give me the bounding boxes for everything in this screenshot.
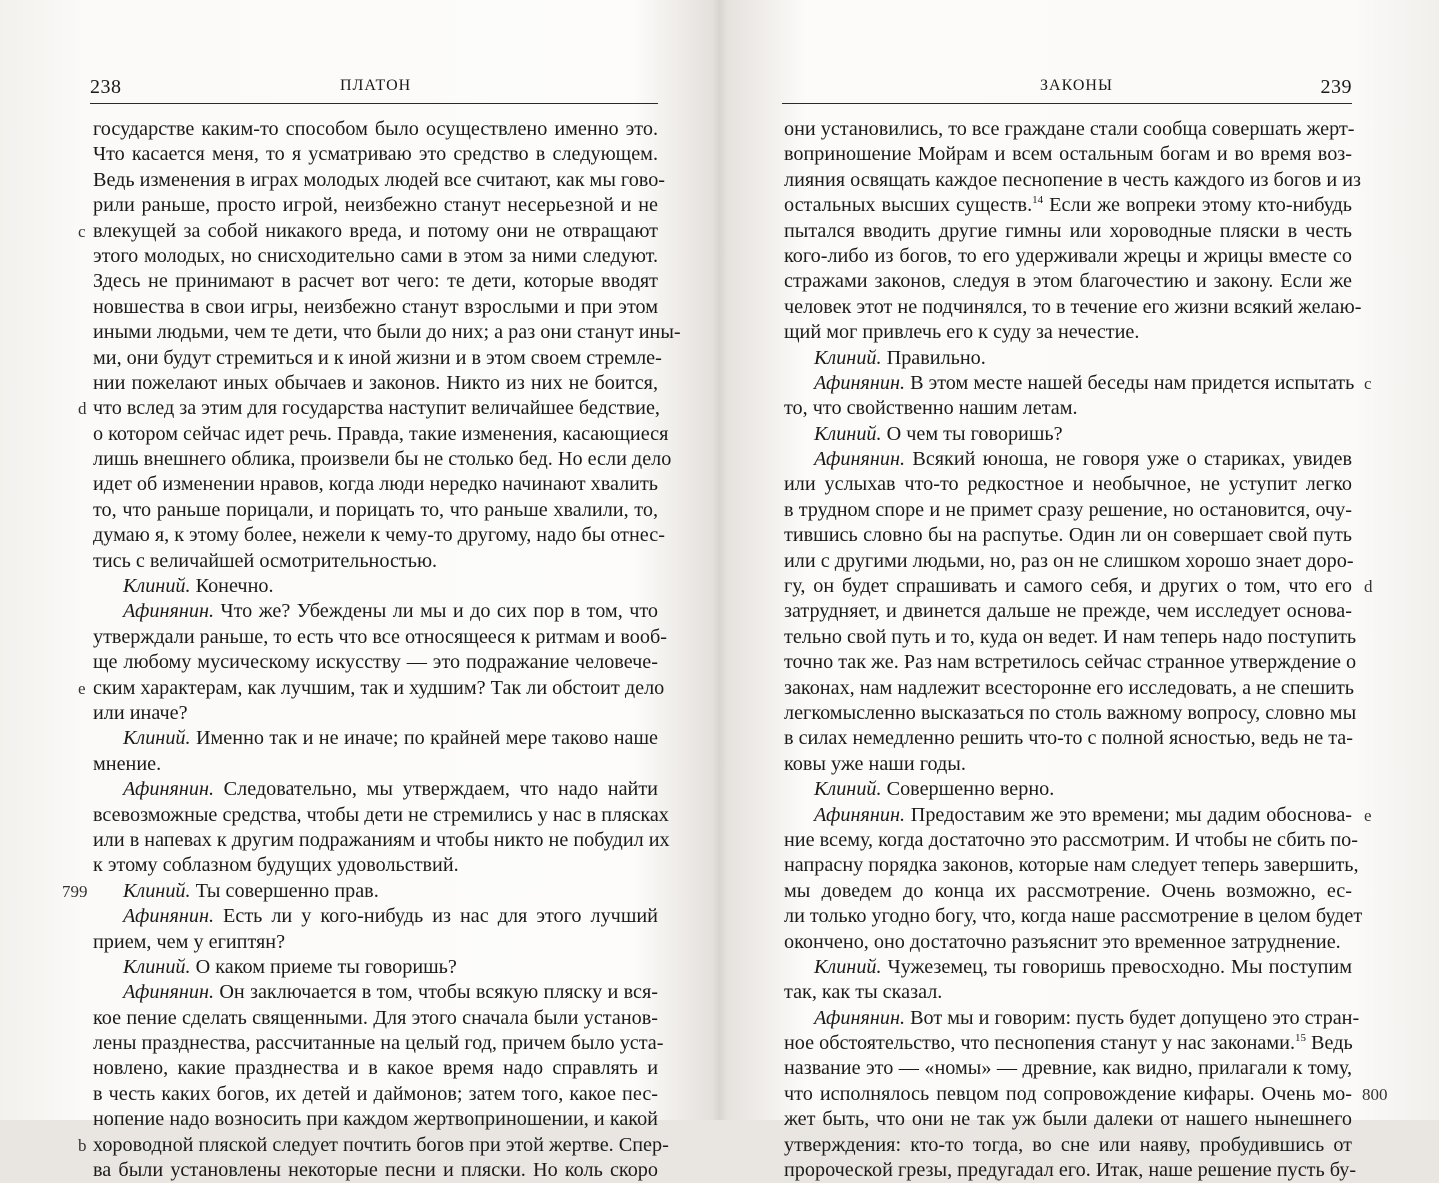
line-text: Что же? Убеждены ли мы и до сих пор в том, что <box>214 600 658 623</box>
line-text: так, как ты сказал. <box>784 981 943 1004</box>
speaker-name: Афинянин. <box>814 371 906 394</box>
line-text: ковы уже наши годы. <box>784 752 966 775</box>
line-text: прием, чем у египтян? <box>93 930 286 953</box>
line-text: утверждения: кто-то тогда, во сне или наяву, пробудившись от <box>784 1133 1352 1156</box>
line-text: думаю я, к этому более, нежели к чему-то другому, надо бы отнес- <box>93 524 665 547</box>
line-text: Здесь не принимают в расчет вот чего: те дети, которые вводят <box>93 270 658 293</box>
right-page-text <box>784 117 1363 1183</box>
text-line <box>93 523 665 548</box>
stephanus-marker: 799 <box>62 882 88 901</box>
text-line <box>784 295 1362 320</box>
line-text: окончено, оно достаточно разъяснит это временное затруднение. <box>784 930 1341 953</box>
text-line <box>784 422 1352 447</box>
line-text: ли только угодно богу, что, когда наше рассмотрение в целом будет <box>784 905 1363 928</box>
line-text: в силах немедленно решить что-то с полной ясностью, ведь не та- <box>784 727 1353 750</box>
line-text: то, что свойственно нашим летам. <box>784 397 1078 420</box>
text-line <box>784 879 1352 904</box>
text-line <box>784 269 1352 294</box>
line-text: название это — «номы» — древние, как видно, прилагали к тому, <box>784 1057 1352 1080</box>
line-text: Предоставим же это времени; мы дадим обоснова- <box>905 803 1352 826</box>
left-page-number: 238 <box>90 76 122 98</box>
text-line <box>784 752 1352 777</box>
speaker-name: Афинянин. <box>123 778 215 801</box>
footnote-ref[interactable]: 14 <box>1032 194 1044 207</box>
text-line <box>784 701 1357 726</box>
text-line <box>93 904 658 929</box>
line-text: всевозможные средства, чтобы дети не стремились у нас в плясках <box>93 803 669 826</box>
text-line <box>93 828 670 853</box>
text-line <box>93 574 658 599</box>
text-line <box>784 447 1352 472</box>
text-line <box>93 599 658 624</box>
right-header-rule <box>782 103 1352 104</box>
text-line <box>93 142 658 167</box>
line-text: гу, он будет спрашивать и самого себя, и других о том, что его <box>784 575 1352 598</box>
line-text: мнение. <box>93 752 162 775</box>
text-line <box>93 422 669 447</box>
text-line <box>784 244 1352 269</box>
text-line <box>784 168 1361 193</box>
text-line <box>784 1031 1352 1056</box>
text-line <box>93 371 658 396</box>
text-line <box>93 853 658 878</box>
text-line <box>93 980 658 1005</box>
line-text: затрудняет, и двинется дальше не прежде, чем исследует основа- <box>784 600 1352 623</box>
line-text: пророческой грезы, предугадал его. Итак, наше решение пусть бу- <box>784 1159 1357 1182</box>
text-line <box>93 650 658 675</box>
text-line <box>784 1006 1360 1031</box>
text-line <box>93 498 658 523</box>
text-line <box>784 1082 1352 1107</box>
speaker-name: Клиний. <box>123 879 191 902</box>
line-text: тившись словно бы на распутье. Один ли он совершает свой путь <box>784 524 1352 547</box>
line-text: Ты совершенно прав. <box>190 879 379 902</box>
left-page <box>0 0 719 1182</box>
line-text: Ведь изменения в играх молодых людей все считают, как мы гово- <box>93 168 666 191</box>
line-text: в честь каких богов, их детей и даймонов; затем того, какое пес- <box>93 1082 658 1105</box>
speaker-name: Клиний. <box>123 955 191 978</box>
line-text: Совершенно верно. <box>881 778 1055 801</box>
line-text: остальных высших существ. <box>784 194 1033 217</box>
text-line <box>93 752 658 777</box>
text-line <box>784 1056 1352 1081</box>
line-text: кое пение сделать священными. Для этого сначала были установ- <box>93 1006 658 1029</box>
stephanus-marker: d <box>1364 577 1373 597</box>
text-line <box>784 1133 1352 1158</box>
line-text: Что касается меня, то я усматриваю это средство в следующем. <box>93 143 658 166</box>
text-line <box>784 828 1358 853</box>
text-line <box>93 396 658 421</box>
line-text: то, что раньше порицали, и порицать то, что раньше хвалили, то, <box>93 498 658 521</box>
text-line <box>784 650 1357 675</box>
text-line <box>784 142 1352 167</box>
line-text: рили раньше, просто игрой, неизбежно станут несерьезной и не <box>93 194 658 217</box>
line-text: идет об изменении нравов, когда люди нередко начинают хвалить <box>93 473 658 496</box>
text-line <box>784 346 1352 371</box>
text-line <box>93 701 658 726</box>
line-text: лишь внешнего облика, произвели бы не столько бед. Но если дело <box>93 448 672 471</box>
text-line <box>93 676 665 701</box>
text-line <box>93 1158 658 1183</box>
text-line <box>784 1158 1357 1183</box>
line-text: что исполнялось певцом под сопровождение кифары. Очень мо- <box>784 1082 1352 1105</box>
text-line <box>784 117 1355 142</box>
line-text: воприношение Мойрам и всем остальным богам и во время воз- <box>784 143 1352 166</box>
line-text: Всякий юноша, не говоря уже о стариках, увидев <box>905 448 1352 471</box>
text-line <box>93 117 658 142</box>
line-text: О каком приеме ты говоришь? <box>190 955 457 978</box>
stephanus-marker: d <box>78 399 87 419</box>
line-text: пытался вводить другие гимны или хороводные пляски в честь <box>784 219 1352 242</box>
text-line <box>784 726 1352 751</box>
text-line <box>93 879 658 904</box>
line-text: человек этот не подчинялся, то в течение его жизни всякий желаю- <box>784 295 1362 318</box>
right-running-title: ЗАКОНЫ <box>1040 77 1113 94</box>
stephanus-marker: b <box>78 1136 87 1155</box>
line-text: В этом месте нашей беседы нам придется испытать <box>905 371 1355 394</box>
speaker-name: Клиний. <box>814 346 882 369</box>
line-text: Именно так и не иначе; по крайней мере таково наше <box>190 727 658 750</box>
line-text: влекущей за собой никакого вреда, и потому они не отвращают <box>93 219 658 242</box>
line-text: этого молодых, но снисходительно сами в этом за ними следуют. <box>93 244 658 267</box>
line-text: Следовательно, мы утверждаем, что надо найти <box>214 778 658 801</box>
text-line <box>784 904 1363 929</box>
line-text: нии пожелают иных обычаев и законов. Никто из них не боится, <box>93 371 658 394</box>
line-text: О чем ты говоришь? <box>881 422 1063 445</box>
text-line <box>93 1082 658 1107</box>
text-line <box>784 498 1352 523</box>
line-text: Чужеземец, ты говоришь превосходно. Мы поступим <box>881 955 1352 978</box>
text-line <box>784 574 1352 599</box>
text-line <box>93 219 658 244</box>
text-line <box>93 1133 669 1158</box>
line-text: Он заключается в том, чтобы всякую пляску и вся- <box>214 981 658 1004</box>
speaker-name: Афинянин. <box>123 600 215 623</box>
text-line <box>93 955 658 980</box>
text-line <box>93 777 658 802</box>
text-line <box>784 320 1352 345</box>
right-page-header <box>782 76 1352 102</box>
line-text: Конечно. <box>190 575 274 598</box>
line-text: или с другими людьми, но, раз он не слишком хорошо знает доро- <box>784 549 1354 572</box>
text-line <box>784 193 1352 218</box>
left-header-rule <box>90 103 658 104</box>
stephanus-marker: 800 <box>1362 1085 1388 1105</box>
line-text: новшества в свои игры, неизбежно станут взрослыми и при этом <box>93 295 658 318</box>
stephanus-marker: c <box>78 221 86 241</box>
line-text: лияния освящать каждое песнопение в честь каждого из богов и из <box>784 168 1361 191</box>
speaker-name: Афинянин. <box>123 905 215 928</box>
speaker-name: Афинянин. <box>123 981 215 1004</box>
line-text: или в напевах к другим подражаниям и чтобы никто не побудил их <box>93 828 670 851</box>
line-text: Вот мы и говорим: пусть будет допущено это стран- <box>905 1006 1360 1029</box>
speaker-name: Клиний. <box>814 778 882 801</box>
line-text: государстве каким-то способом было осуществлено именно это. <box>93 118 658 140</box>
line-text: ми, они будут стремиться и к иной жизни и в этом своем стремле- <box>93 346 662 369</box>
line-text: точно так же. Раз нам встретилось сейчас странное утверждение о <box>784 651 1357 674</box>
text-line <box>784 371 1355 396</box>
text-line <box>93 295 658 320</box>
text-line <box>93 1056 658 1081</box>
line-text: или иначе? <box>93 701 188 724</box>
text-line <box>93 930 658 955</box>
text-line <box>93 447 672 472</box>
stephanus-marker: e <box>78 678 86 698</box>
line-text: лены празднества, рассчитанные на целый год, причем было уста- <box>93 1032 664 1055</box>
text-line <box>784 549 1352 574</box>
text-line <box>784 523 1352 548</box>
text-line <box>93 726 658 751</box>
line-text: ским характерам, как лучшим, так и худшим? Так ли обстоит дело <box>93 676 665 699</box>
line-text: стражами законов, следуя в этом благочестию и закону. Если же <box>784 270 1352 293</box>
line-text: щий мог привлечь его к суду за нечестие. <box>784 321 1140 344</box>
line-text: о котором сейчас идет речь. Правда, такие изменения, касающиеся <box>93 422 669 445</box>
speaker-name: Клиний. <box>814 422 882 445</box>
text-line <box>784 599 1352 624</box>
line-text: жет быть, что они не так уж были далеки от нашего нынешнего <box>784 1108 1352 1131</box>
left-page-text <box>93 117 681 1183</box>
line-text: или услыхав что-то редкостное и необычное, не уступит легко <box>784 473 1352 496</box>
line-text: Есть ли у кого-нибудь из нас для этого лучший <box>214 905 658 928</box>
text-line <box>784 625 1357 650</box>
text-line <box>93 472 658 497</box>
right-page-number: 239 <box>1320 76 1352 98</box>
line-text: иными людьми, чем те дети, что были до них; а раз они станут ины- <box>93 321 681 344</box>
line-text: в трудном споре и не примет сразу решение, но остановится, очу- <box>784 498 1352 521</box>
text-line <box>784 980 1352 1005</box>
speaker-name: Афинянин. <box>814 1006 906 1029</box>
line-text: утверждали раньше, то есть что все относящееся к ритмам и вооб- <box>93 625 667 648</box>
line-text: Ведь <box>1306 1032 1353 1055</box>
text-line <box>93 625 667 650</box>
line-text: тись с величайшей осмотрительностью. <box>93 549 438 572</box>
text-line <box>784 472 1352 497</box>
text-line <box>93 803 669 828</box>
line-text: нопение надо возносить при каждом жертвоприношении, и какой <box>93 1108 658 1131</box>
line-text: что вслед за этим для государства наступит величайшее бедствие, <box>93 397 660 420</box>
line-text: к этому соблазном будущих удовольствий. <box>93 854 459 877</box>
text-line <box>784 219 1352 244</box>
text-line <box>784 853 1359 878</box>
text-line <box>784 396 1352 421</box>
line-text: кого-либо из богов, то его удерживали жрецы и жрицы вместе со <box>784 244 1352 267</box>
speaker-name: Клиний. <box>123 727 191 750</box>
text-line <box>93 168 666 193</box>
text-line <box>784 955 1352 980</box>
footnote-ref[interactable]: 15 <box>1295 1032 1306 1045</box>
text-line <box>93 320 681 345</box>
text-line <box>93 1031 664 1056</box>
text-line <box>93 549 658 574</box>
text-line <box>784 777 1352 802</box>
line-text: Если же вопреки этому кто-нибудь <box>1043 194 1352 217</box>
stephanus-marker: e <box>1364 805 1372 825</box>
speaker-name: Клиний. <box>814 955 882 978</box>
speaker-name: Клиний. <box>123 575 191 598</box>
line-text: ще любому мусическому искусству — это подражание человече- <box>93 651 658 674</box>
line-text: ние всему, когда достаточно это рассмотрим. И чтобы не сбить по- <box>784 828 1358 851</box>
line-text: хороводной пляской следует почтить богов при этой жертве. Спер- <box>93 1133 669 1156</box>
line-text: они установились, то все граждане стали сообща совершать жерт- <box>784 118 1355 140</box>
text-line <box>93 193 658 218</box>
line-text: ное обстоятельство, что песнопения станут у нас законами. <box>784 1032 1295 1055</box>
left-page-header <box>90 76 658 102</box>
text-line <box>784 803 1352 828</box>
line-text: ва были установлены некоторые песни и пляски. Но коль скоро <box>93 1159 658 1182</box>
line-text: новлено, какие празднества и в какое время надо справлять и <box>93 1057 658 1080</box>
line-text: мы доведем до конца их рассмотрение. Очень возможно, ес- <box>784 879 1352 902</box>
left-running-title: ПЛАТОН <box>340 77 412 94</box>
text-line <box>784 930 1352 955</box>
speaker-name: Афинянин. <box>814 803 906 826</box>
line-text: Правильно. <box>881 346 986 369</box>
line-text: напрасну порядка законов, которые нам следует теперь завершить, <box>784 854 1359 877</box>
text-line <box>93 244 658 269</box>
text-line <box>93 269 658 294</box>
line-text: законах, нам надлежит всесторонне его исследовать, а не спешить <box>784 676 1355 699</box>
line-text: тельно свой путь и то, куда он ведет. И нам теперь надо поступить <box>784 625 1357 648</box>
stephanus-marker: c <box>1364 374 1372 393</box>
line-text: легкомысленно высказаться по столь важному вопросу, словно мы <box>784 701 1357 724</box>
text-line <box>93 1006 658 1031</box>
right-page <box>720 0 1439 1182</box>
text-line <box>93 346 662 371</box>
text-line <box>784 676 1355 701</box>
speaker-name: Афинянин. <box>814 448 906 471</box>
